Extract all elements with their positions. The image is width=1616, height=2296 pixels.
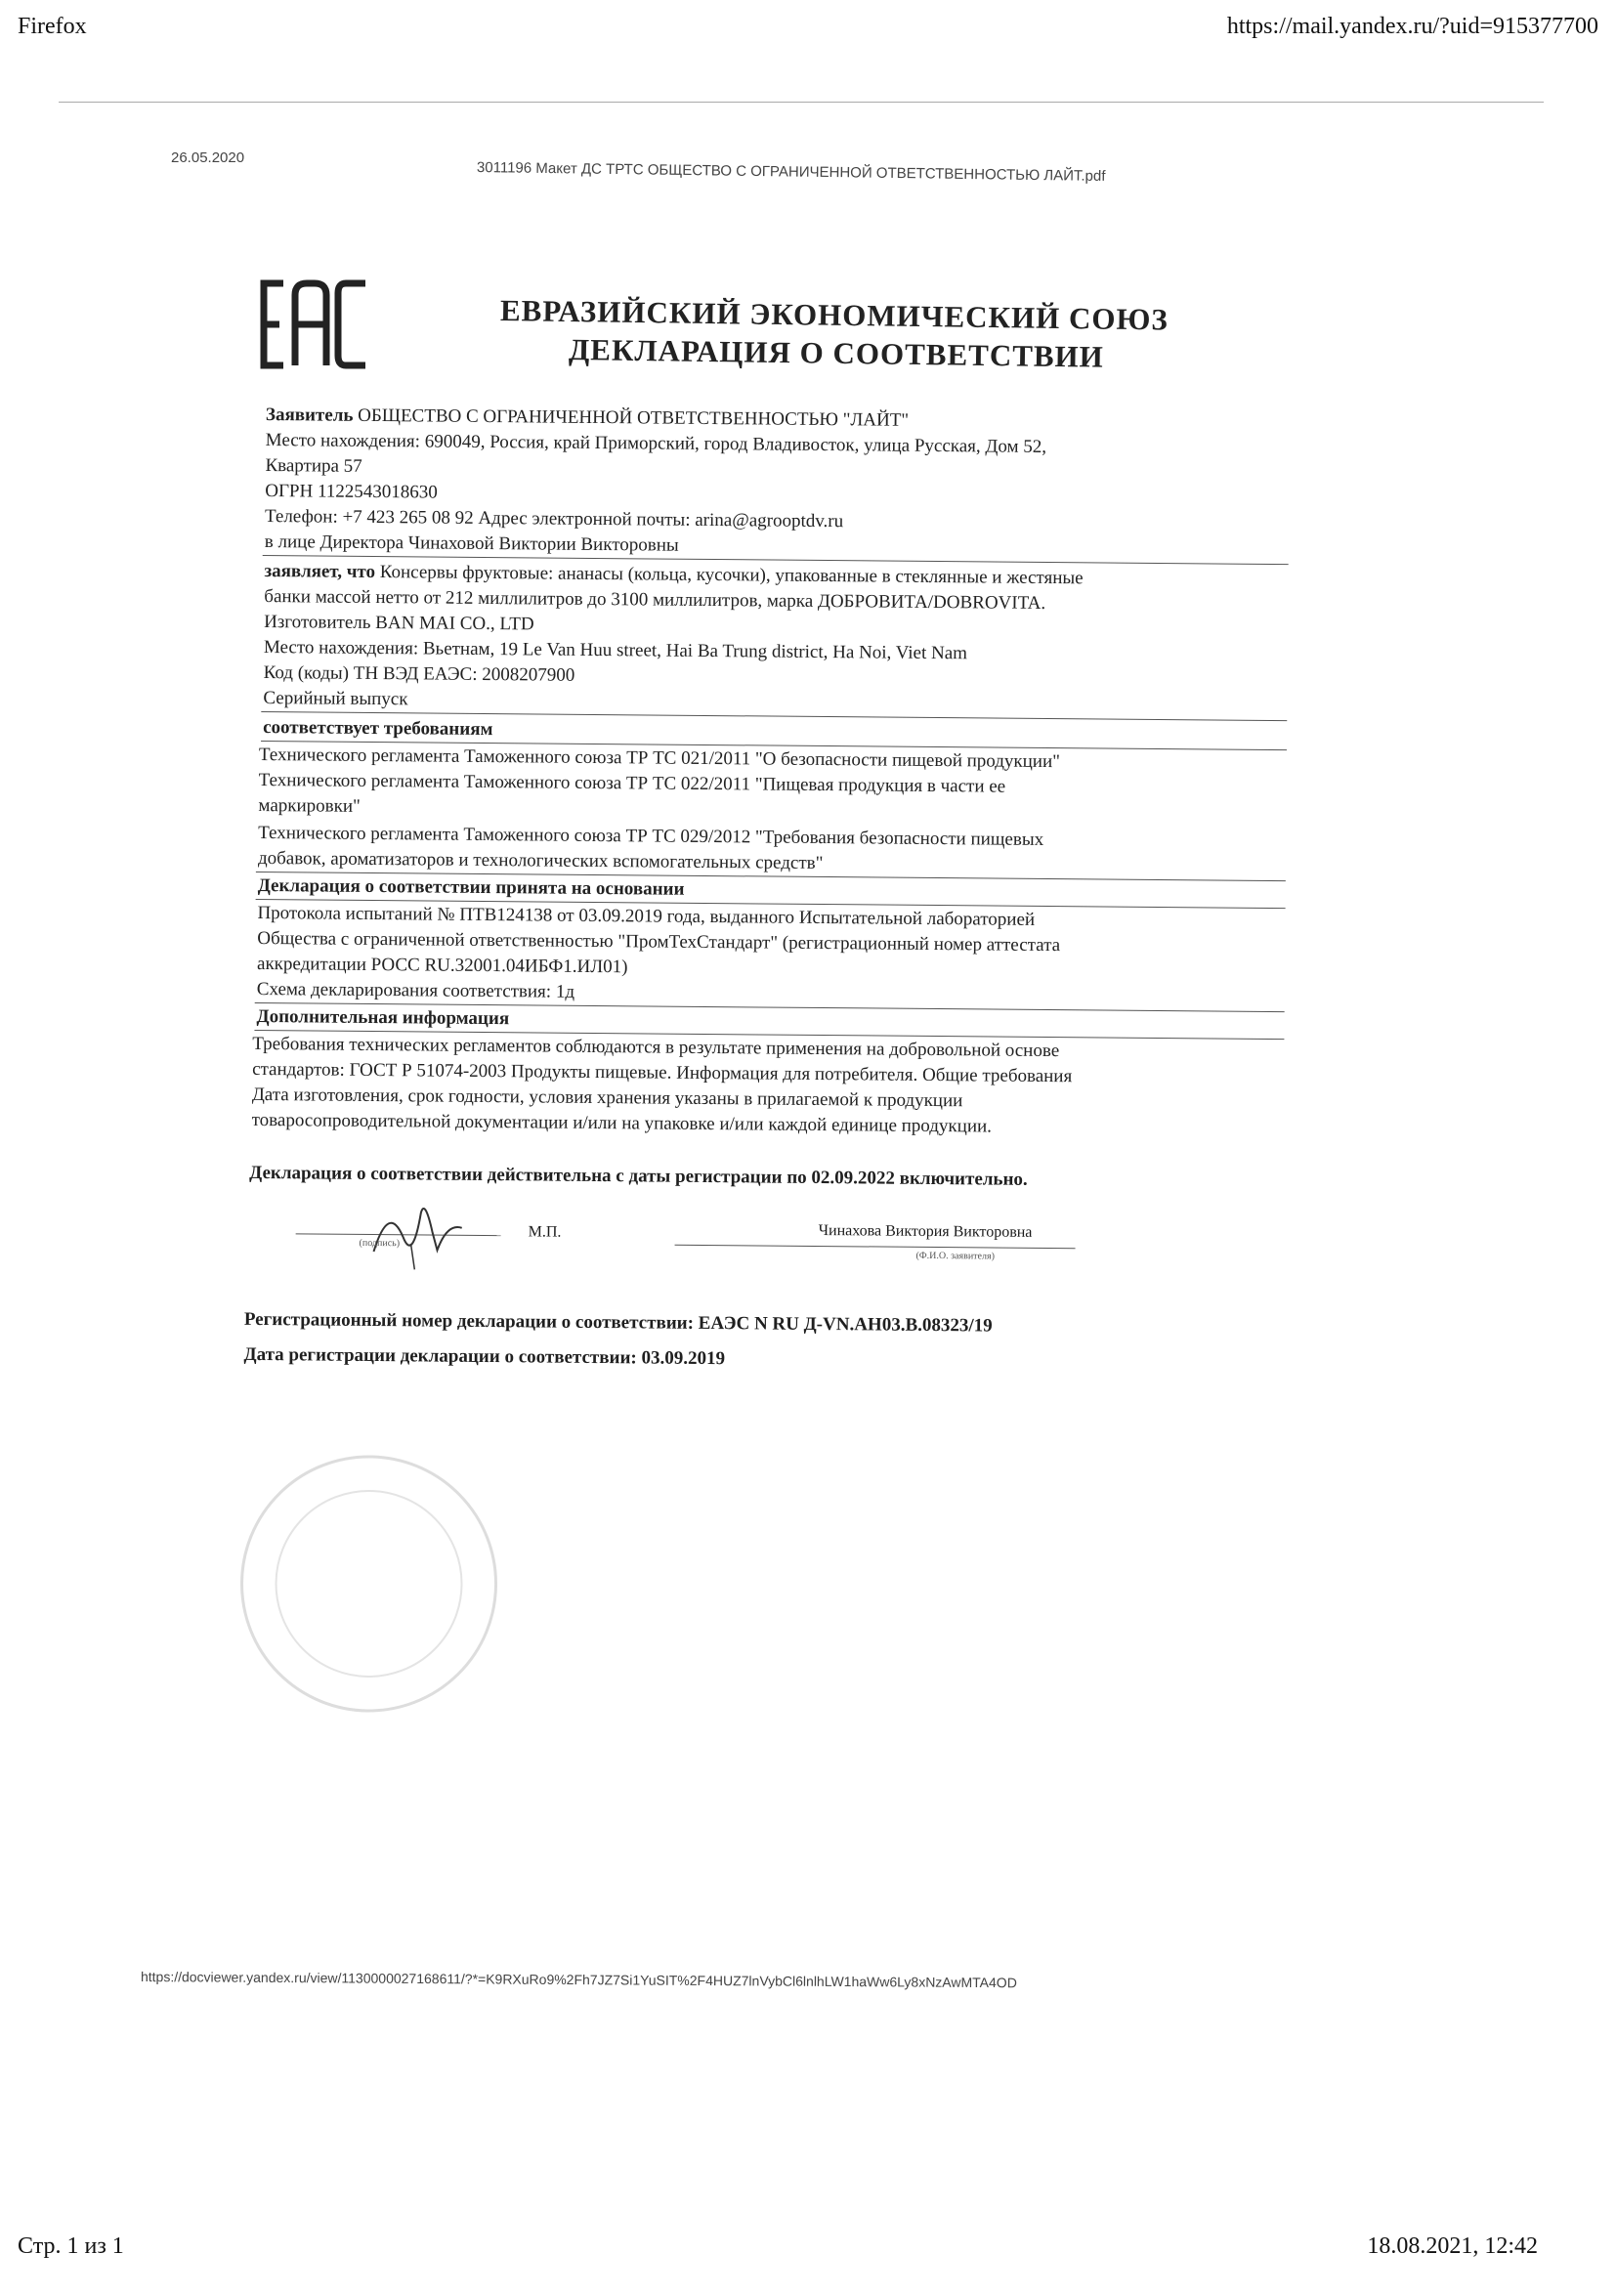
requirement-2-line-1: Технического регламента Таможенного союза ТР ТС 022/2011 "Пищевая продукция в части ее	[258, 769, 1006, 797]
manufacturer-address: Место нахождения: Вьетнам, 19 Le Van Huu street, Hai Ba Trung district, Ha Noi, Viet Nam	[263, 637, 968, 664]
title-union: ЕВРАЗИЙСКИЙ ЭКОНОМИЧЕСКИЙ СОЮЗ	[499, 293, 1169, 337]
signer-label: (Ф.И.О. заявителя)	[915, 1250, 995, 1262]
basis-line-3: аккредитации РОСС RU.32001.04ИБФ1.ИЛ01)	[256, 953, 628, 978]
complies-header: соответствует требованиям	[263, 717, 493, 741]
declares-line-2: банки массой нетто от 212 миллилитров до 3100 миллилитров, марка ДОБРОВИТА/DOBROVITA.	[264, 586, 1046, 614]
browser-name: Firefox	[18, 14, 87, 39]
additional-header: Дополнительная информация	[256, 1005, 510, 1030]
applicant-ogrn: ОГРН 1122543018630	[265, 481, 438, 503]
scan-footer-url: https://docviewer.yandex.ru/view/1130000027168611/?*=K9RXuRo9%2Fh7JZ7Si1YuSIT%2F4HUZ7lnVybCl6lnlhLW1haWw6Ly8xNzAwMTA4OD	[140, 1969, 1017, 1991]
print-timestamp: 18.08.2021, 12:42	[1367, 2233, 1538, 2259]
declaration-scheme: Схема декларирования соответствия: 1д	[256, 978, 575, 1002]
faint-stamp	[231, 1446, 506, 1722]
serial-release: Серийный выпуск	[263, 688, 408, 710]
applicant-address-2: Квартира 57	[265, 455, 362, 477]
basis-line-2: Общества с ограниченной ответственностью "ПромТехСтандарт" (регистрационный номер аттестата	[257, 927, 1061, 957]
validity-statement: Декларация о соответствии действительна с даты регистрации по 02.09.2022 включительно.	[249, 1162, 1028, 1190]
signer-line	[675, 1245, 1076, 1250]
stamp-label: М.П.	[528, 1223, 562, 1241]
title-declaration: ДЕКЛАРАЦИЯ О СООТВЕТСТВИИ	[568, 332, 1105, 374]
signature-scribble	[363, 1193, 472, 1272]
registration-number: Регистрационный номер декларации о соответствии: ЕАЭС N RU Д-VN.АН03.В.08323/19	[243, 1308, 993, 1337]
additional-line-4: товаросопроводительной документации и/или на упаковке и/или каждой единице продукции.	[251, 1109, 993, 1137]
basis-header: Декларация о соответствии принята на основании	[257, 874, 685, 900]
scan-date: 26.05.2020	[171, 149, 245, 166]
requirement-3-line-1: Технического регламента Таможенного союза ТР ТС 029/2012 "Требования безопасности пищевых	[258, 822, 1044, 850]
manufacturer: Изготовитель BAN MAI CO., LTD	[264, 612, 534, 635]
declares-label: заявляет, что	[264, 561, 376, 583]
tn-ved-code: Код (коды) ТН ВЭД ЕАЭС: 2008207900	[263, 662, 575, 686]
registration-date: Дата регистрации декларации о соответствии: 03.09.2019	[243, 1343, 726, 1370]
additional-line-3: Дата изготовления, срок годности, условия хранения указаны в прилагаемой к продукции	[251, 1084, 963, 1112]
applicant-line	[266, 404, 909, 432]
page-url: https://mail.yandex.ru/?uid=915377700	[1226, 14, 1598, 39]
signature-label: (подпись)	[359, 1237, 401, 1250]
declares-line	[264, 561, 1083, 589]
applicant-label: Заявитель	[265, 404, 354, 426]
applicant-representative: в лице Директора Чинаховой Виктории Викторовны	[264, 531, 679, 556]
scan-file-name: 3011196 Макет ДС ТРТС ОБЩЕСТВО С ОГРАНИЧЕННОЙ ОТВЕТСТВЕННОСТЬЮ ЛАЙТ.pdf	[476, 159, 1106, 185]
applicant-contacts: Телефон: +7 423 265 08 92 Адрес электронной почты: arina@agrooptdv.ru	[264, 506, 844, 532]
requirement-1: Технического регламента Таможенного союза ТР ТС 021/2011 "О безопасности пищевой продукции"	[258, 744, 1061, 773]
applicant-name: ОБЩЕСТВО С ОГРАНИЧЕННОЙ ОТВЕТСТВЕННОСТЬЮ "ЛАЙТ"	[358, 404, 910, 431]
declares-text: Консервы фруктовые: ананасы (кольца, кусочки), упакованные в стеклянные и жестяные	[379, 562, 1084, 589]
page-counter: Стр. 1 из 1	[18, 2233, 124, 2259]
basis-line-1: Протокола испытаний № ПТВ124138 от 03.09.2019 года, выданного Испытательной лабораторией	[257, 902, 1036, 930]
requirement-3-line-2: добавок, ароматизаторов и технологических вспомогательных средств"	[257, 847, 824, 874]
requirement-2-line-2: маркировки"	[258, 794, 361, 817]
applicant-address-1: Место нахождения: 690049, Россия, край Приморский, город Владивосток, улица Русская, Дом 52,	[265, 430, 1047, 457]
signer-name: Чинахова Виктория Викторовна	[818, 1221, 1033, 1241]
additional-line-1: Требования технических регламентов соблюдаются в результате применения на добровольной основе	[252, 1033, 1060, 1062]
additional-line-2: стандартов: ГОСТ Р 51074-2003 Продукты пищевые. Информация для потребителя. Общие требования	[252, 1058, 1073, 1087]
